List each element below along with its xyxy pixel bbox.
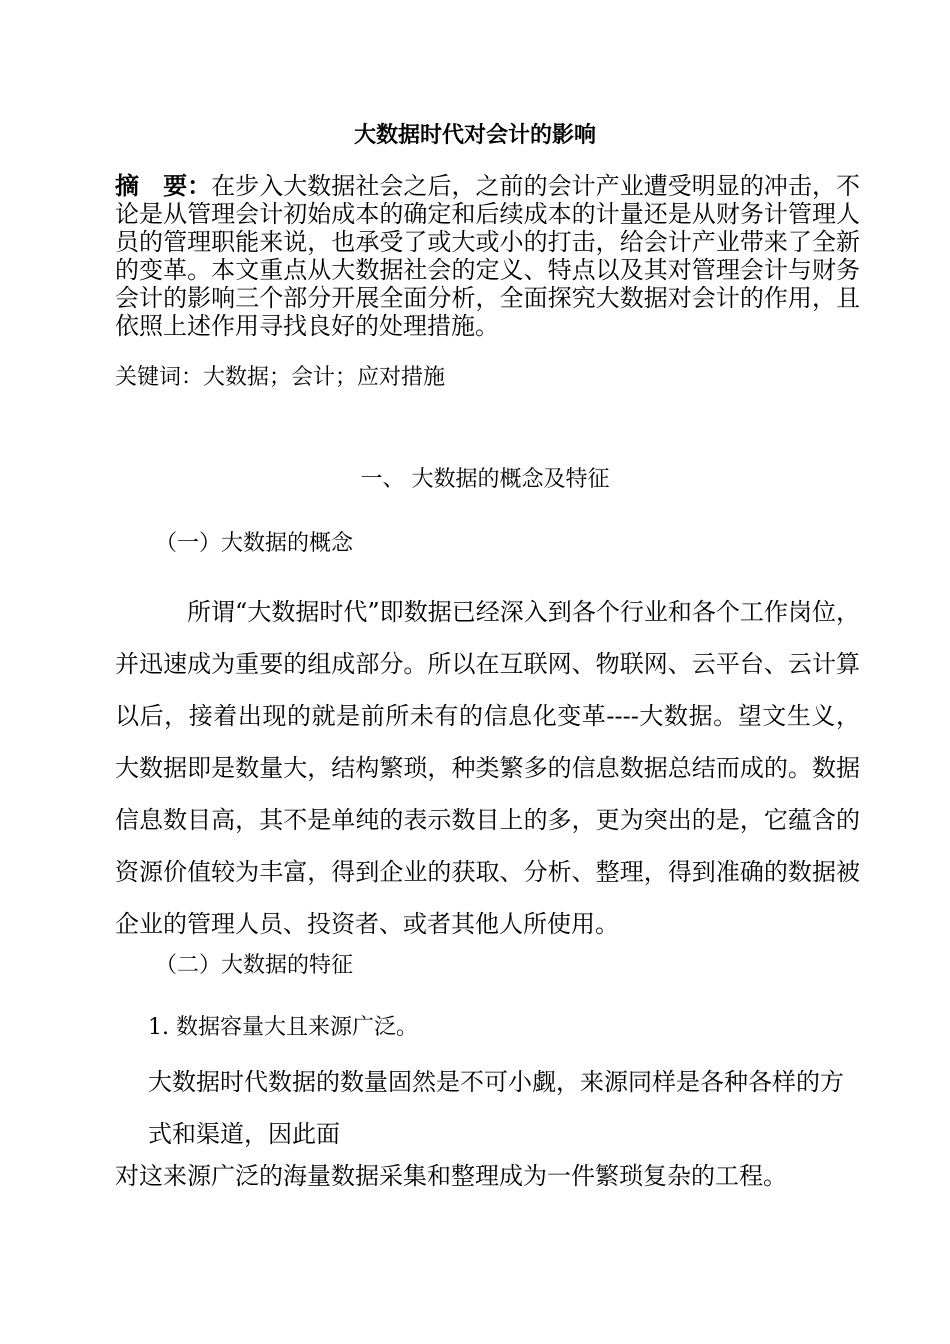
feature-item-continuation: 对这来源广泛的海量数据采集和整理成为一件繁琐复杂的工程。 <box>115 1162 787 1190</box>
keywords-block <box>115 362 860 394</box>
keywords-text: 大数据；会计；应对措施 <box>203 365 446 390</box>
subsection-heading-features: （二）大数据的特征 <box>155 953 354 978</box>
feature-item-title: 1. 数据容量大且来源广泛。 <box>148 1015 418 1040</box>
abstract-label: 摘 要： <box>115 172 212 200</box>
subsection-heading-concept: （一）大数据的概念 <box>155 531 354 556</box>
section-heading: 一、 大数据的概念及特征 <box>360 467 610 492</box>
abstract-text: 在步入大数据社会之后，之前的会计产业遭受明显的冲击，不论是从管理会计初始成本的确定和后续成本的计量还是从财务计管理人员的管理职能来说，也承受了或大或小的打击，给会计产业带来了全新的变革。本文重点从大数据社会的定义、特点以及其对管理会计与财务会计的影响三个部分开展全面分析，全面探究大数据对会计的作用，且依照上述作用寻找良好的处理措施。 <box>115 172 861 340</box>
feature-item-text: 大数据时代数据的数量固然是不可小觑，来源同样是各种各样的方式和渠道，因此面 <box>148 1068 844 1148</box>
keywords-label: 关键词： <box>115 365 204 390</box>
abstract-block <box>115 172 860 340</box>
document-title: 大数据时代对会计的影响 <box>353 123 596 148</box>
concept-paragraph: 所谓“大数据时代”即数据已经深入到各个行业和各个工作岗位，并迅速成为重要的组成部分。所以在互联网、物联网、云平台、云计算以后，接着出现的就是前所未有的信息化变革----大数据。望文生义，大数据即是数量大，结构繁琐，种类繁多的信息数据总结而成的。数据信息数目高，其不是单纯的表示数目上的多，更为突出的是，它蕴含的资源价值较为丰富，得到企业的获取、分析、整理，得到准确的数据被企业的管理人员、投资者、或者其他人所使用。 <box>115 598 860 938</box>
